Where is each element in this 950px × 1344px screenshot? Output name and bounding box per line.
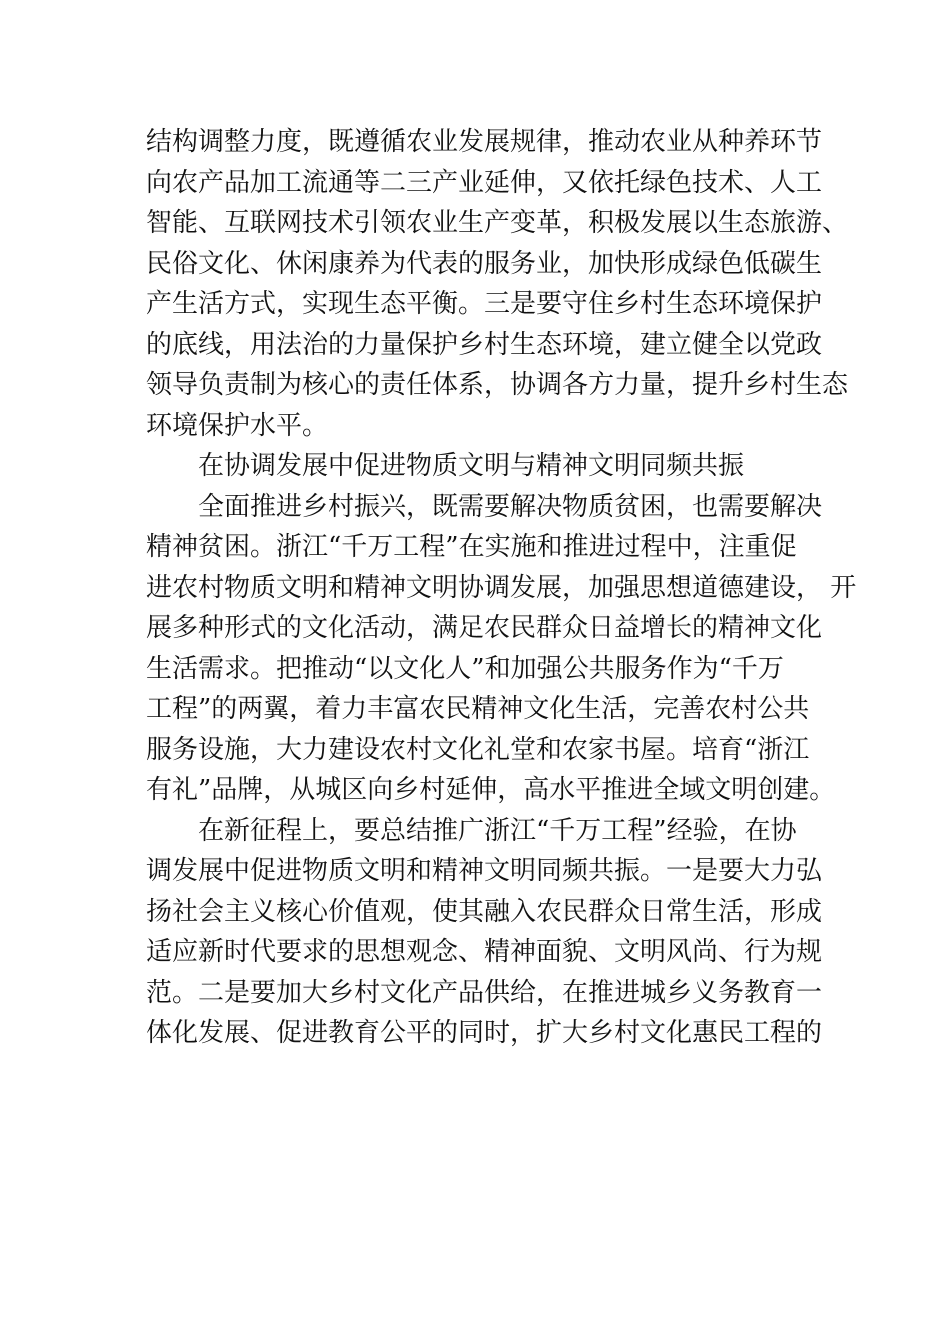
text-line: 生活需求。把推动“以文化人”和加强公共服务作为“千万 bbox=[146, 653, 784, 684]
text-line: 在新征程上，要总结推广浙江“千万工程”经验，在协 bbox=[198, 815, 797, 846]
text-line: 调发展中促进物质文明和精神文明同频共振。一是要大力弘 bbox=[146, 856, 823, 886]
text-line: 有礼”品牌，从城区向乡村延伸，高水平推进全域文明创建。 bbox=[146, 775, 836, 805]
text-line: 智能、互联网技术引领农业生产变革，积极发展以生态旅游、 bbox=[146, 208, 849, 238]
text-line: 扬社会主义核心价值观，使其融入农民群众日常生活，形成 bbox=[146, 896, 823, 927]
text-line: 民俗文化、休闲康养为代表的服务业，加快形成绿色低碳生 bbox=[146, 248, 823, 279]
text-line: 体化发展、促进教育公平的同时，扩大乡村文化惠民工程的 bbox=[146, 1018, 823, 1048]
text-line: 适应新时代要求的思想观念、精神面貌、文明风尚、行为规 bbox=[146, 937, 823, 967]
text-line: 服务设施，大力建设农村文化礼堂和农家书屋。培育“浙江 bbox=[146, 734, 810, 765]
text-line: 向农产品加工流通等二三产业延伸，又依托绿色技术、人工 bbox=[146, 167, 823, 198]
text-line: 产生活方式，实现生态平衡。三是要守住乡村生态环境保护 bbox=[146, 289, 823, 319]
text-line: 的底线，用法治的力量保护乡村生态环境，建立健全以党政 bbox=[146, 329, 823, 360]
text-line: 全面推进乡村振兴，既需要解决物质贫困，也需要解决 bbox=[198, 491, 823, 522]
text-line: 展多种形式的文化活动，满足农民群众日益增长的精神文化 bbox=[146, 613, 823, 643]
text-line: 精神贫困。浙江“千万工程”在实施和推进过程中，注重促 bbox=[146, 532, 797, 562]
text-line: 工程”的两翼，着力丰富农民精神文化生活，完善农村公共 bbox=[146, 694, 810, 724]
text-line: 范。二是要加大乡村文化产品供给，在推进城乡义务教育一 bbox=[146, 977, 823, 1008]
document-body bbox=[146, 122, 857, 1054]
text-line: 环境保护水平。 bbox=[146, 410, 329, 441]
text-line: 在协调发展中促进物质文明与精神文明同频共振 bbox=[198, 451, 745, 481]
text-line: 领导负责制为核心的责任体系，协调各方力量，提升乡村生态 bbox=[146, 370, 849, 400]
text-line: 进农村物质文明和精神文明协调发展，加强思想道德建设， 开 bbox=[146, 572, 857, 603]
text-line: 结构调整力度，既遵循农业发展规律，推动农业从种养环节 bbox=[146, 127, 823, 157]
